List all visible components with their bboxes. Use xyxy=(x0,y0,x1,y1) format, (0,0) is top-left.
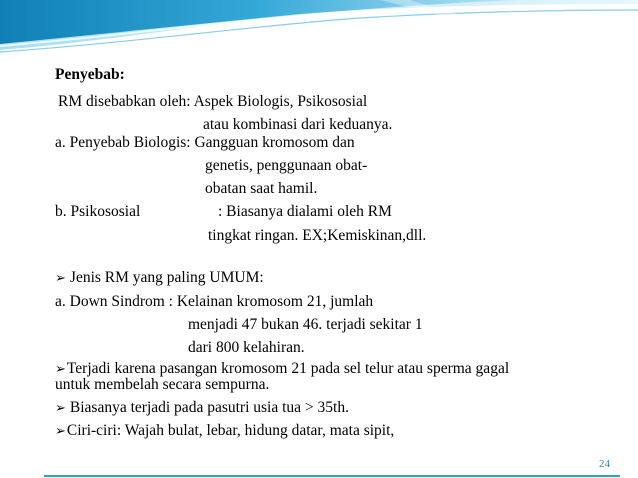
bullet-text: Terjadi karena pasangan kromosom 21 pada sel telur atau sperma gagal xyxy=(66,360,510,377)
text-line: b. Psikososial xyxy=(55,203,141,220)
bottom-border xyxy=(44,475,620,477)
text-line: atau kombinasi dari keduanya. xyxy=(203,116,393,133)
text-line: untuk membelah secara sempurna. xyxy=(55,376,270,393)
bullet-text: Jenis RM yang paling UMUM: xyxy=(69,269,264,286)
text-line: obatan saat hamil. xyxy=(205,180,318,197)
text-line: dari 800 kelahiran. xyxy=(188,339,305,356)
bullet-text: Ciri-ciri: Wajah bulat, lebar, hidung datar, mata sipit, xyxy=(66,422,395,439)
text-line: a. Penyebab Biologis: Gangguan kromosom dan xyxy=(55,134,355,151)
arrowhead-bullet-icon: ➢ xyxy=(55,270,66,285)
page-number: 24 xyxy=(599,458,610,470)
text-line: : Biasanya dialami oleh RM xyxy=(218,203,392,220)
bullet-item xyxy=(55,398,349,418)
text-line: a. Down Sindrom : Kelainan kromosom 21, jumlah xyxy=(55,293,374,310)
text-line: menjadi 47 bukan 46. terjadi sekitar 1 xyxy=(188,316,423,333)
text-line: tingkat ringan. EX;Kemiskinan,dll. xyxy=(208,227,427,244)
bullet-item xyxy=(55,268,264,288)
arrowhead-bullet-icon: ➢ xyxy=(55,361,66,376)
bullet-text: Biasanya terjadi pada pasutri usia tua > 35th. xyxy=(69,399,349,416)
text-line: genetis, penggunaan obat- xyxy=(205,157,368,174)
text-line: RM disebabkan oleh: Aspek Biologis, Psikososial xyxy=(58,93,368,110)
slide-heading: Penyebab: xyxy=(55,66,125,83)
arrowhead-bullet-icon: ➢ xyxy=(55,423,66,438)
arrowhead-bullet-icon: ➢ xyxy=(55,400,66,415)
bullet-item xyxy=(55,421,394,441)
